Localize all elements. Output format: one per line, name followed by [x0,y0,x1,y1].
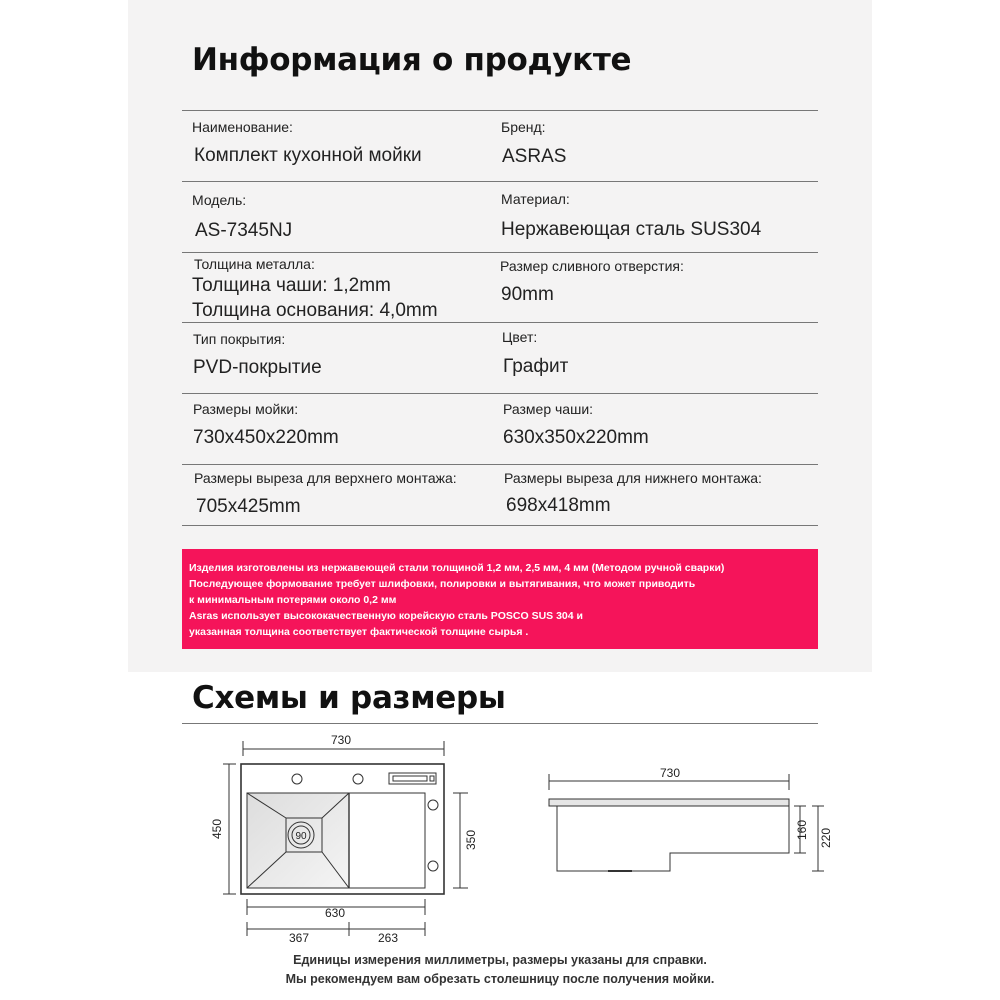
name-value: Комплект кухонной мойки [194,145,422,166]
coating-value: PVD-покрытие [193,357,322,378]
side-view-drawing [549,774,824,871]
under-mount-cutout-label: Размеры выреза для нижнего монтажа: [504,470,762,486]
notice-line: Asras использует высококачественную корейскую сталь POSCO SUS 304 и [189,610,583,622]
drain-size-value: 90mm [501,284,554,305]
right-part-label: 263 [377,931,399,945]
notice-line: указанная толщина соответствует фактической толщине сырья . [189,626,529,638]
product-info-title: Информация о продукте [192,42,632,78]
model-label: Модель: [192,192,247,208]
notice-line: Последующее формование требует шлифовки, полировки и вытягивания, что может приводить [189,578,696,590]
under-mount-cutout-value: 698x418mm [506,495,611,516]
material-label: Материал: [501,191,570,207]
bowl-width-label: 630 [324,906,346,920]
top-mount-cutout-value: 705x425mm [196,496,301,517]
left-part-label: 367 [288,931,310,945]
bowl-thickness-value: Толщина чаши: 1,2mm [192,275,391,296]
sink-size-value: 730x450x220mm [193,427,339,448]
material-value: Нержавеющая сталь SUS304 [501,219,762,240]
drain-label: 90 [295,831,307,842]
top-width-label: 730 [330,733,352,747]
bowl-size-value: 630x350x220mm [503,427,649,448]
top-view-drawing [223,741,468,936]
sink-size-label: Размеры мойки: [193,401,299,417]
drain-size-label: Размер сливного отверстия: [500,258,684,274]
coating-label: Тип покрытия: [193,331,286,347]
schemes-title: Схемы и размеры [192,680,506,716]
notice-line: к минимальным потерями около 0,2 мм [189,594,397,606]
side-total-height-label: 220 [819,827,833,849]
model-value: AS-7345NJ [195,220,293,241]
brand-label: Бренд: [501,119,546,135]
side-width-label: 730 [659,766,681,780]
base-thickness-value: Толщина основания: 4,0mm [192,300,438,321]
bowl-depth-label: 350 [464,829,478,851]
brand-value: ASRAS [502,146,567,167]
cutout-note: Мы рекомендуем вам обрезать столешницу после получения мойки. [285,972,715,986]
name-label: Наименование: [192,119,293,135]
notice-line: Изделия изготовлены из нержавеющей стали толщиной 1,2 мм, 2,5 мм, 4 мм (Методом ручной сварки) [189,562,725,574]
side-bowl-height-label: 160 [795,819,809,841]
color-value: Графит [503,356,569,377]
color-label: Цвет: [502,329,538,345]
units-note: Единицы измерения миллиметры, размеры указаны для справки. [293,953,707,967]
metal-thickness-label: Толщина металла: [194,256,315,272]
bowl-size-label: Размер чаши: [503,401,594,417]
top-depth-label: 450 [210,818,224,840]
top-mount-cutout-label: Размеры выреза для верхнего монтажа: [194,470,457,486]
